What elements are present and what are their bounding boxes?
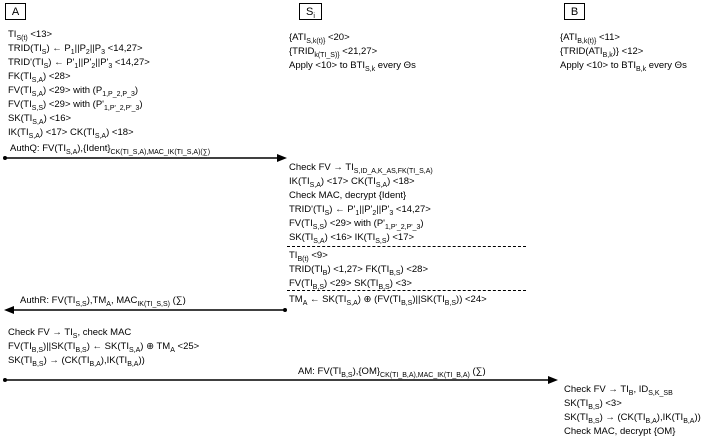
participant-b-label: B: [570, 6, 579, 18]
arrow-authr: [4, 306, 287, 314]
text-line: $SK(TI_{S,A}) <16>$: [8, 113, 72, 126]
s-block-3: $TM_A$ ← $SK(TI_{S,A})$ ⊕ $(FV(TI_{B,S})||SK(TI_{B,S})) <24>$: [289, 294, 487, 307]
text-line: $FV(TI_{B,S})||SK(TI_{B,S})$ ← $SK(TI_{S,A})$ ⊕ $TM_A <25>$: [8, 341, 200, 354]
participant-s-label: $S_i$: [306, 6, 315, 21]
text-line: Check MAC, decrypt {Ident}: [289, 190, 407, 201]
text-line: $FV(TI_{B,S}) <29> SK(TI_{B,S}) <3>$: [289, 278, 412, 291]
arrow-authq: [3, 154, 287, 162]
text-line: $\{TRID(ATI_{B,k})\} <12>$: [560, 46, 644, 59]
text-line: $TRID'(TI_S)$ ← $P'_1||P'_2||P'_3 <14,27>$: [289, 204, 431, 217]
text-line: $FK(TI_{S,A}) <28>$: [8, 71, 71, 84]
text-line: $SK(TI_{B,S}) \to (CK(TI_{B,A}),IK(TI_{B,A}))$: [8, 355, 145, 368]
text-line: {$ATI_{B,k(t)\}} <11>$: [560, 32, 620, 45]
text-line: Check MAC, decrypt {OM}: [564, 426, 676, 437]
text-line: $FV(TI_{S,S}) <29>$ with $(P'_{1,P'\_2,P'\_3})$: [289, 218, 424, 231]
arrow-am: [3, 376, 558, 384]
text-line: $SK(TI_{B,S}) <3>$: [564, 398, 622, 411]
text-line: $TRID(TI_S)$ ← $P_1||P_2||P_3 <14,27>$: [8, 43, 143, 56]
text-line: $TI_{S(t)} <13>$: [8, 29, 53, 42]
text-line: $TI_{B(t)} <9>$: [289, 250, 328, 263]
message-am-label: AM: $FV(TI_{B,S}),\{OM\}_{CK(TI\_B,A),MAC\_IK(TI\_B,A)}$ (∑): [298, 366, 486, 379]
text-line: $SK(TI_{S,A}) <16> IK(TI_{S,S}) <17>$: [289, 232, 415, 245]
text-line: Check FV → $TI_S$, check MAC: [8, 327, 132, 340]
text-line: {$ATI_{S,k(t)\}} <20>$: [289, 32, 350, 45]
text-line: $TRID(TI_B) <1,27> FK(TI_{B,S}) <28>$: [289, 264, 428, 277]
text-line: $IK(TI_{S,A}) <17> CK(TI_{S,A}) <18>$: [289, 176, 415, 189]
text-line: $FV(TI_{S,A}) <29>$ with $(P_{1,P\_2,P\_3})$: [8, 85, 139, 98]
message-authq-label: AuthQ: $FV(TI_{S,A}),\{Ident\}_{CK(TI\_S,A),MAC\_IK(TI\_S,A)(\sum)}$: [10, 143, 211, 156]
text-line: {$TRID_{k(TI\_S)\}} <21,27>$: [289, 46, 378, 59]
text-line: Apply <10> to $BTI_{S,k}$ every Θs: [289, 60, 416, 73]
text-line: Check FV → $TI_{S,ID\_A,K\_AS,FK(TI\_S,A)}$: [289, 162, 433, 175]
text-line: Check FV → $TI_B$, $ID_{S,K\_SB}$: [564, 384, 673, 397]
text-line: $TRID'(TI_S)$ ← $P'_1||P'_2||P'_3 <14,27>$: [8, 57, 150, 70]
text-line: $FV(TI_{S,S}) <29>$ with $(P'_{1,P'\_2,P'\_3})$: [8, 99, 143, 112]
participant-a-label: A: [11, 6, 20, 18]
text-line: $SK(TI_{B,S}) \to (CK(TI_{B,A}),IK(TI_{B,A}))$: [564, 412, 701, 425]
text-line: $IK(TI_{S,A}) <17> CK(TI_{S,A}) <18>$: [8, 127, 134, 140]
message-authr-label: AuthR: $FV(TI_{S,S}),TM_A$, $MAC_{IK(TI\_S,S)}$ (∑): [20, 295, 186, 308]
text-line: Apply <10> to $BTI_{B,k}$ every Θs: [560, 60, 687, 73]
